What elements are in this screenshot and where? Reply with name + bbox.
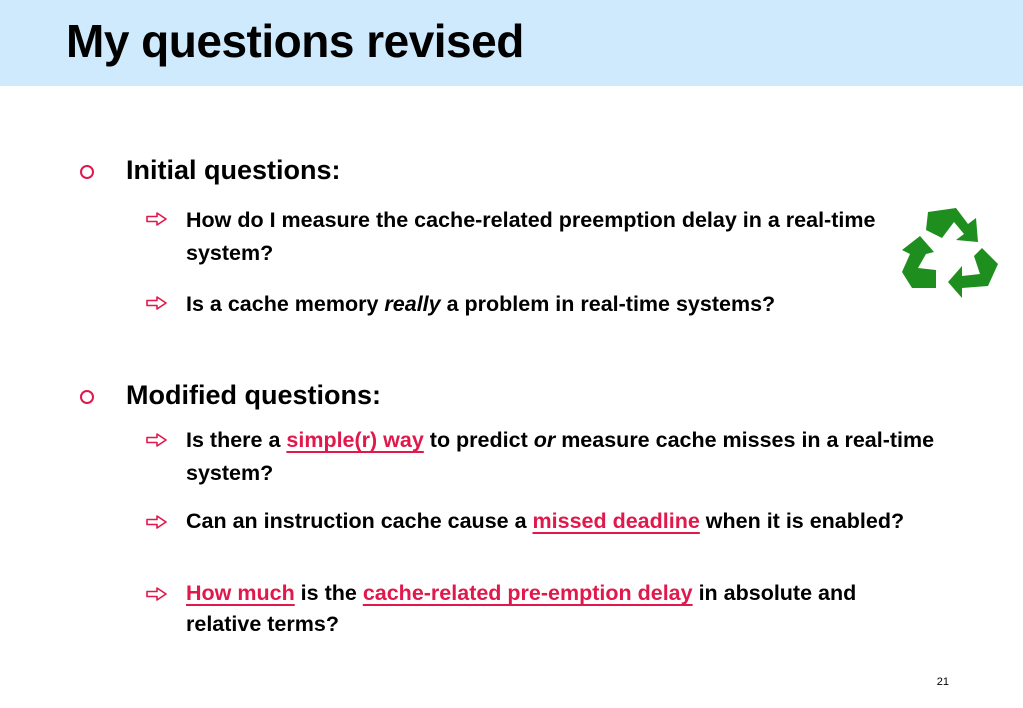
arrow-bullet-icon xyxy=(146,296,168,310)
slide-title: My questions revised xyxy=(66,15,524,67)
question-text: Can an instruction cache cause a xyxy=(186,509,533,533)
arrow-bullet-icon xyxy=(146,587,168,601)
question-text: to predict xyxy=(423,428,534,452)
circle-bullet-icon xyxy=(80,165,94,179)
highlight-how-much: How much xyxy=(186,581,295,605)
section-heading-initial: Initial questions: xyxy=(126,155,341,185)
initial-question-1 xyxy=(186,204,906,270)
modified-question-3 xyxy=(186,578,886,640)
section-heading-modified: Modified questions: xyxy=(126,380,381,410)
emphasis-or: or xyxy=(533,428,556,452)
question-text: a problem in real-time systems? xyxy=(440,292,776,316)
question-text: Is a cache memory xyxy=(186,292,385,316)
circle-bullet-icon xyxy=(80,390,94,404)
initial-question-2 xyxy=(186,288,775,321)
modified-question-2 xyxy=(186,506,956,537)
arrow-bullet-icon xyxy=(146,433,168,447)
recycle-icon xyxy=(898,204,1002,304)
question-text: is the xyxy=(294,581,363,605)
highlight-preemption-delay: cache-related pre-emption delay xyxy=(362,581,693,605)
emphasis-really: really xyxy=(384,292,441,316)
modified-question-1 xyxy=(186,424,956,490)
highlight-missed-deadline: missed deadline xyxy=(532,509,700,533)
arrow-bullet-icon xyxy=(146,212,168,226)
page-number: 21 xyxy=(936,676,949,688)
arrow-bullet-icon xyxy=(146,515,168,529)
question-text: Is there a xyxy=(186,428,287,452)
question-text: measure cache misses in a real-time system? xyxy=(186,428,935,485)
highlight-simpler-way: simple(r) way xyxy=(286,428,424,452)
question-text: How do I measure the cache-related preemption delay in a real-time system? xyxy=(186,208,876,265)
question-text: when it is enabled? xyxy=(699,509,905,533)
question-text: in absolute and relative terms? xyxy=(186,581,857,636)
